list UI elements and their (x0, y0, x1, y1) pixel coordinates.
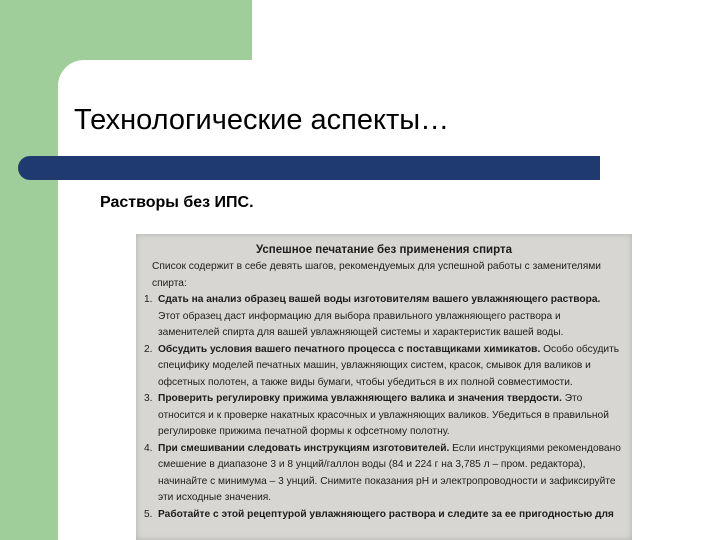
list-item-rest: Это относится и к проверке накатных красочных и увлажняющих валиков. Убедиться в правильной регулировке прижима печатной формы к офсетному полотну. (158, 393, 609, 437)
list-item (144, 342, 624, 392)
list-item-bold: Обсудить условия вашего печатного процесса с поставщиками химикатов. (158, 343, 541, 355)
list-item-number: 4. (144, 442, 153, 454)
list-item-number: 1. (144, 294, 153, 305)
list-item-text (158, 391, 624, 441)
top-background (252, 0, 720, 60)
list-item-text (158, 507, 624, 524)
slide-title: Технологические аспекты… (74, 104, 450, 136)
list-item-number: 5. (144, 508, 153, 520)
list-item (144, 292, 624, 342)
scan-intro-text: Список содержит в себе девять шагов, рекомендуемых для успешной работы с заменителями спирта: (152, 261, 601, 289)
list-item-bold: При смешивании следовать инструкциям изготовителей. (158, 442, 450, 454)
list-item-rest: Особо обсудить специфику моделей печатных машин, увлажняющих систем, красок, смывок для валиков и офсетных полотен, а также виды бумаги, чтобы убедиться в их полной совместимости. (158, 343, 620, 388)
list-item (144, 441, 624, 507)
list-item (144, 507, 624, 524)
list-item-bold: Работайте с этой рецептурой увлажняющего раствора и следите за ее пригодностью для (158, 508, 614, 520)
list-item-number: 3. (144, 393, 153, 404)
list-item-text (158, 441, 624, 507)
list-item-bold: Сдать на анализ образец вашей воды изготовителям вашего увлажняющего раствора. (158, 294, 601, 305)
list-item-rest: Если инструкциями рекомендовано смешение в диапазоне 3 и 8 унций/галлон воды (84 и 224 г на 3,785 л – пром. редактора), начинайте с минимума – 3 унций. Снимите показания pH и электропроводности и зафиксируйте эти исходные значения. (158, 442, 621, 503)
scan-intro (152, 259, 624, 292)
list-item-text (158, 292, 624, 342)
list-item-rest: Этот образец даст информацию для выбора правильного увлажняющего раствора и заменителей спирта для вашей увлажняющей системы и характеристик вашей воды. (158, 310, 564, 338)
title-rule-bar (18, 156, 600, 180)
scanned-document-image (136, 234, 632, 540)
scan-steps-list (144, 292, 624, 523)
list-item-number: 2. (144, 343, 153, 355)
list-item (144, 391, 624, 441)
list-item-bold: Проверить регулировку прижима увлажняющего валика и значения твердости. (158, 393, 562, 404)
scan-heading: Успешное печатание без применения спирта (255, 244, 512, 256)
list-item-text (158, 342, 624, 392)
slide-subtitle: Растворы без ИПС. (100, 194, 254, 211)
